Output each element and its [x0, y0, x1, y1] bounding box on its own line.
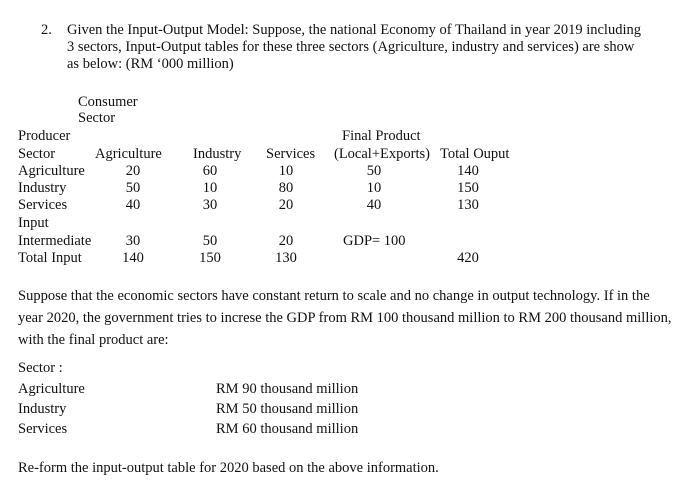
cell-total-input-serv: 130 — [275, 250, 297, 266]
consumer-label-2: Sector — [78, 110, 116, 126]
producer-label-2: Sector — [18, 146, 56, 162]
consumer-label-1: Consumer — [78, 94, 138, 110]
question-line-3: as below: (RM ‘000 million) — [67, 56, 234, 72]
sector-name-services: Services — [18, 421, 68, 437]
header-services: Services — [266, 146, 316, 162]
cell-intermediate-ind: 50 — [202, 233, 218, 249]
cell-intermediate-agri: 30 — [125, 233, 141, 249]
question-line-2: 3 sectors, Input-Output tables for these three sectors (Agriculture, industry and services) are show — [67, 39, 635, 55]
cell-serv-final: 40 — [366, 197, 382, 213]
question-number: 2. — [41, 22, 52, 38]
cell-agri-ind: 60 — [202, 163, 218, 179]
cell-intermediate-serv: 20 — [278, 233, 294, 249]
sector-value-agriculture: RM 90 thousand million — [216, 381, 359, 397]
cell-total-input-agri: 140 — [122, 250, 144, 266]
cell-serv-ind: 30 — [202, 197, 218, 213]
cell-serv-serv: 20 — [278, 197, 294, 213]
cell-serv-total: 130 — [457, 197, 479, 213]
cell-serv-agri: 40 — [125, 197, 141, 213]
sector-name-industry: Industry — [18, 401, 67, 417]
row-label-agriculture: Agriculture — [18, 163, 85, 179]
producer-label-1: Producer — [18, 128, 71, 144]
cell-ind-serv: 80 — [278, 180, 294, 196]
cell-total-input-ind: 150 — [199, 250, 221, 266]
cell-ind-final: 10 — [366, 180, 382, 196]
total-input-label: Total Input — [18, 250, 82, 266]
row-label-services: Services — [18, 197, 68, 213]
cell-ind-ind: 10 — [202, 180, 218, 196]
scenario-paragraph: Suppose that the economic sectors have constant return to scale and no change in output technology. If in the year 2020, the government tries to increse the GDP from RM 100 thousand million to RM 200 thousand million, with the final product are: — [18, 288, 672, 348]
header-total-output: Total Ouput — [440, 146, 510, 162]
cell-total-input-total: 420 — [457, 250, 479, 266]
header-industry: Industry — [193, 146, 242, 162]
sector-value-services: RM 60 thousand million — [216, 421, 359, 437]
sector-name-agriculture: Agriculture — [18, 381, 85, 397]
header-agriculture: Agriculture — [95, 146, 162, 162]
cell-ind-total: 150 — [457, 180, 479, 196]
final-product-label-1: Final Product — [342, 128, 421, 144]
cell-agri-serv: 10 — [278, 163, 294, 179]
input-label: Input — [18, 215, 49, 231]
closing-instruction: Re-form the input-output table for 2020 based on the above information. — [18, 460, 439, 476]
final-product-label-2: (Local+Exports) — [334, 146, 430, 162]
gdp-value: GDP= 100 — [343, 233, 406, 249]
sector-value-industry: RM 50 thousand million — [216, 401, 359, 417]
question-line-1: Given the Input-Output Model: Suppose, the national Economy of Thailand in year 2019 including — [67, 22, 641, 38]
cell-agri-final: 50 — [366, 163, 382, 179]
cell-ind-agri: 50 — [125, 180, 141, 196]
row-label-industry: Industry — [18, 180, 67, 196]
sector-list-title: Sector : — [18, 360, 63, 376]
cell-agri-total: 140 — [457, 163, 479, 179]
cell-agri-agri: 20 — [125, 163, 141, 179]
intermediate-label: Intermediate — [18, 233, 92, 249]
